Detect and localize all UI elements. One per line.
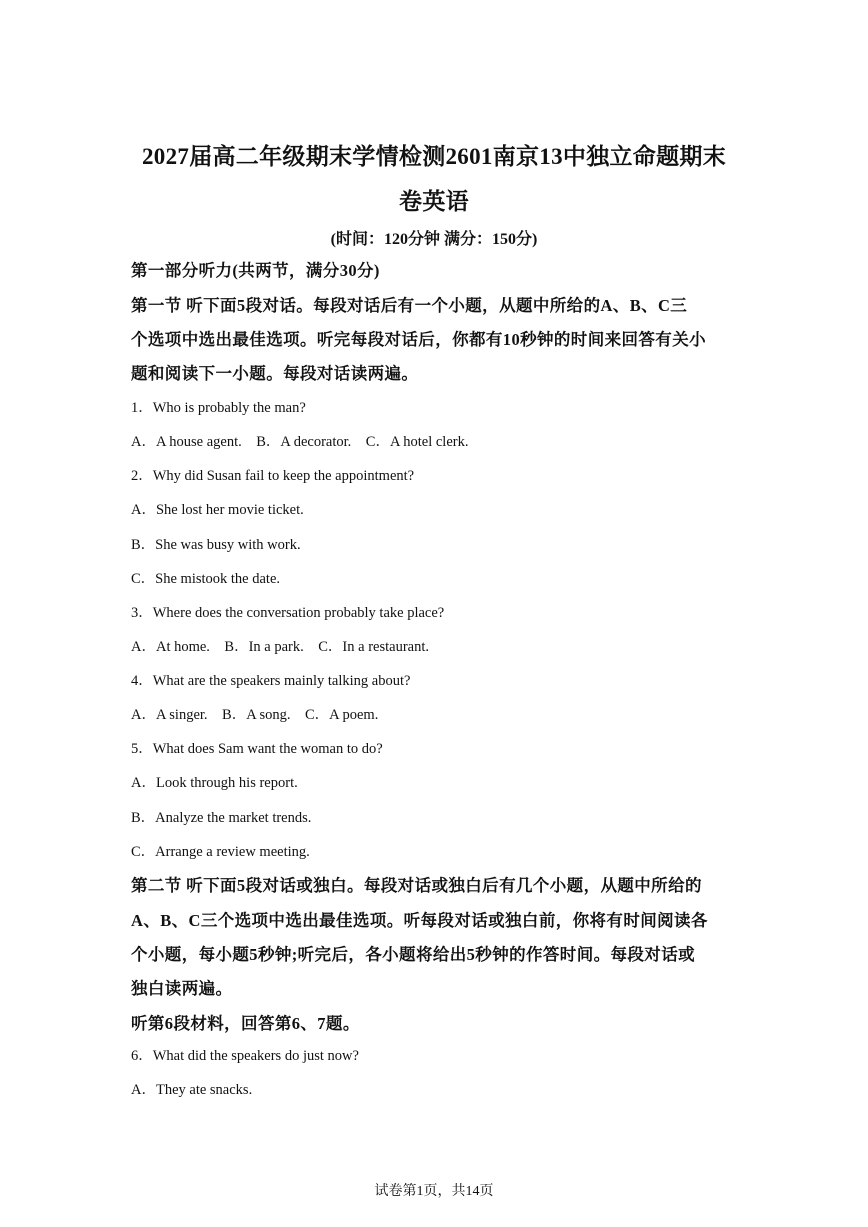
option-line: A．A house agent. B．A decorator. C．A hotel clerk. [131, 434, 469, 450]
option-line: B．She was busy with work. [131, 537, 301, 553]
question-line: 5．What does Sam want the woman to do? [131, 741, 383, 757]
exam-title-line-1: 2027届高二年级期末学情检测2601南京13中独立命题期末 [142, 144, 726, 169]
page-footer: 试卷第1页，共14页 [374, 1184, 494, 1199]
section2-instructions-line: 个小题，每小题5秒钟;听完后，各小题将给出5秒钟的作答时间。每段对话或 [131, 945, 695, 964]
option-line: B．Analyze the market trends. [131, 810, 312, 826]
question-line: 2．Why did Susan fail to keep the appointment? [131, 468, 415, 484]
question-line: 4．What are the speakers mainly talking about? [131, 673, 411, 689]
option-line: C．Arrange a review meeting. [131, 844, 310, 860]
question-line: 6．What did the speakers do just now? [131, 1048, 359, 1064]
option-line: C．She mistook the date. [131, 571, 281, 587]
material6-heading: 听第6段材料，回答第6、7题。 [131, 1014, 360, 1033]
question-line: 1．Who is probably the man? [131, 400, 306, 416]
option-line: A．They ate snacks. [131, 1082, 253, 1098]
option-line: A．A singer. B．A song. C．A poem. [131, 707, 379, 723]
exam-title-line-2: 卷英语 [399, 189, 469, 214]
section1-instructions-line: 第一节 听下面5段对话。每段对话后有一个小题，从题中所给的A、B、C三 [131, 296, 688, 315]
part1-heading: 第一部分听力(共两节，满分30分) [131, 261, 380, 280]
exam-subtitle: (时间：120分钟 满分：150分) [330, 231, 538, 248]
option-line: A．She lost her movie ticket. [131, 502, 304, 518]
section2-instructions-line: 第二节 听下面5段对话或独白。每段对话或独白后有几个小题，从题中所给的 [131, 876, 702, 895]
option-line: A．Look through his report. [131, 775, 298, 791]
section2-instructions-line: A、B、C三个选项中选出最佳选项。听每段对话或独白前，你将有时间阅读各 [131, 911, 708, 930]
option-line: A．At home. B．In a park. C．In a restaurant. [131, 639, 429, 655]
section1-instructions-line: 题和阅读下一小题。每段对话读两遍。 [131, 364, 419, 383]
section1-instructions-line: 个选项中选出最佳选项。听完每段对话后，你都有10秒钟的时间来回答有关小 [131, 330, 706, 349]
section2-instructions-line: 独白读两遍。 [131, 979, 233, 998]
question-line: 3．Where does the conversation probably take place? [131, 605, 445, 621]
